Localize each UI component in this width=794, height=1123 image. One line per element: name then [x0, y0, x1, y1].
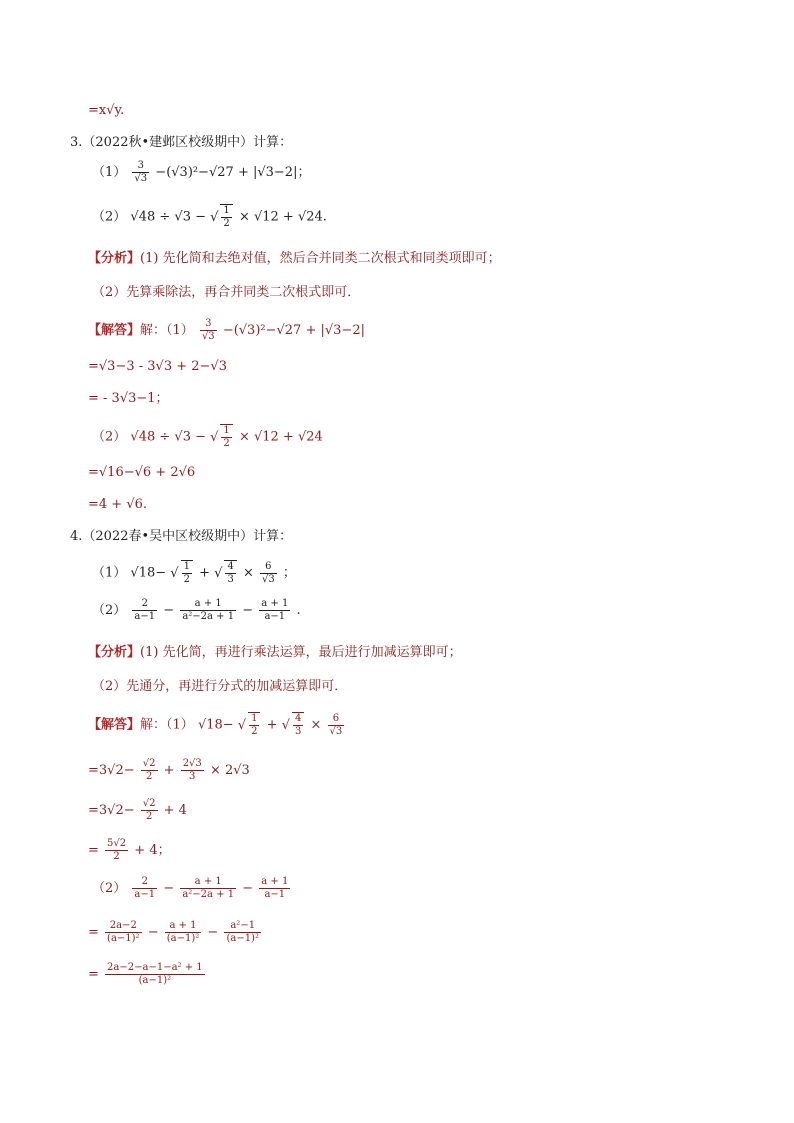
- q4-part1: （1） √18− √ $\frac{1}{2}$ + √ $\frac{4}{3}$ × $\frac{6}{√3}$ ；: [92, 560, 296, 586]
- q4-step-1: =3√2− $\frac{√2}{2}$ + $\frac{2√3}{3}$ × 2√3: [88, 758, 250, 782]
- q3-step-4: =√16−√6 + 2√6: [88, 465, 196, 480]
- sqrt-icon: [210, 430, 218, 445]
- fraction-root4-over-3: $\frac{4}{3}$: [224, 560, 236, 586]
- q4-step-3: = $\frac{5√2}{2}$ + 4；: [88, 838, 171, 862]
- fraction-root-one-half: $\frac{1}{2}$: [220, 424, 232, 450]
- q3-analysis-2: （2）先算乘除法，再合并同类二次根式即可．: [92, 285, 361, 300]
- q3-analysis-1: 【分析】(1) 先化简和去绝对值，然后合并同类二次根式和同类项即可；: [88, 251, 501, 266]
- analysis-tag: 【分析】: [88, 251, 141, 266]
- q3-p2-tail: × √12 + √24.: [238, 209, 327, 225]
- fraction-6-over-root3: $\frac{6}{√3}$: [262, 560, 275, 585]
- fraction-3-over-root3: $\frac{3}{√3}$: [201, 318, 215, 342]
- sqrt-icon: [214, 566, 222, 581]
- q3-p2-label: （2）: [92, 209, 127, 225]
- q4-analysis-1: 【分析】(1) 先化简，再进行乘法运算，最后进行加减运算即可；: [88, 645, 462, 660]
- sqrt-icon: [170, 566, 178, 581]
- q3-p2-head: √48 ÷ √3 −: [130, 209, 206, 225]
- q4-part2: （2） $\frac{2}{a-1}$ − $\frac{a + 1}{\text{a²−2a + 1}}$ − $\frac{a + 1}{a-1}$ .: [92, 598, 301, 622]
- fraction-root-one-half: $\frac{1}{2}$: [220, 204, 232, 230]
- q3-step-1: =√3−3 - 3√3 + 2−√3: [88, 359, 227, 374]
- q3-step-3: （2） √48 ÷ √3 − √ $\frac{1}{2}$ × √12 + √24: [92, 424, 323, 450]
- q3-step-5: =4 + √6.: [88, 497, 148, 512]
- fraction-3-over-root3: $\frac{3}{√3}$: [134, 160, 148, 184]
- answer-tag: 【解答】: [88, 323, 141, 338]
- fraction-root-one-half: $\frac{1}{2}$: [181, 560, 193, 586]
- q4-step-4: （2） $\frac{2}{a-1}$ − $\frac{a + 1}{\text{a²−2a + 1}}$ − $\frac{a + 1}{a-1}$: [92, 876, 289, 900]
- q3-p1-tail: −(√3)²−√27 + |√3−2|；: [155, 165, 311, 180]
- q4-step-2: =3√2− $\frac{√2}{2}$ + 4: [88, 798, 187, 822]
- q3-p1-label: （1）: [92, 165, 127, 180]
- q3-header: 3.（2022秋•建邺区校级期中）计算：: [70, 135, 293, 150]
- q4-analysis-2: （2）先通分，再进行分式的加减运算即可．: [92, 679, 348, 694]
- q4-step-6: = $\frac{\text{2a−2−a−1−a² + 1}}{\text{(a−1)²}}$: [88, 962, 203, 986]
- q4-header: 4.（2022春•吴中区校级期中）计算：: [70, 529, 293, 544]
- prev-solution-end: =x√y.: [88, 103, 125, 118]
- q3-step-2: = - 3√3−1；: [88, 391, 169, 406]
- q3-part1: [92, 160, 310, 185]
- q3-part2: [92, 204, 327, 230]
- sqrt-icon: [282, 718, 290, 733]
- sqrt-icon: [238, 718, 246, 733]
- q4-answer-1: 【解答】解：（1） √18− √ $\frac{1}{2}$ + √ $\frac{4}{3}$ × $\frac{6}{√3}$: [88, 712, 346, 738]
- q3-answer-1: 【解答】解：（1） $\frac{3}{√3}$ −(√3)²−√27 + |√3−2|: [88, 318, 365, 342]
- sqrt-icon: [210, 210, 218, 225]
- q4-step-5: = $\frac{2a-2}{\text{(a−1)²}}$ − $\frac{a + 1}{\text{(a−1)²}}$ − $\frac{\text{a²−1}}{\text{(a−1)²}}$: [88, 920, 259, 944]
